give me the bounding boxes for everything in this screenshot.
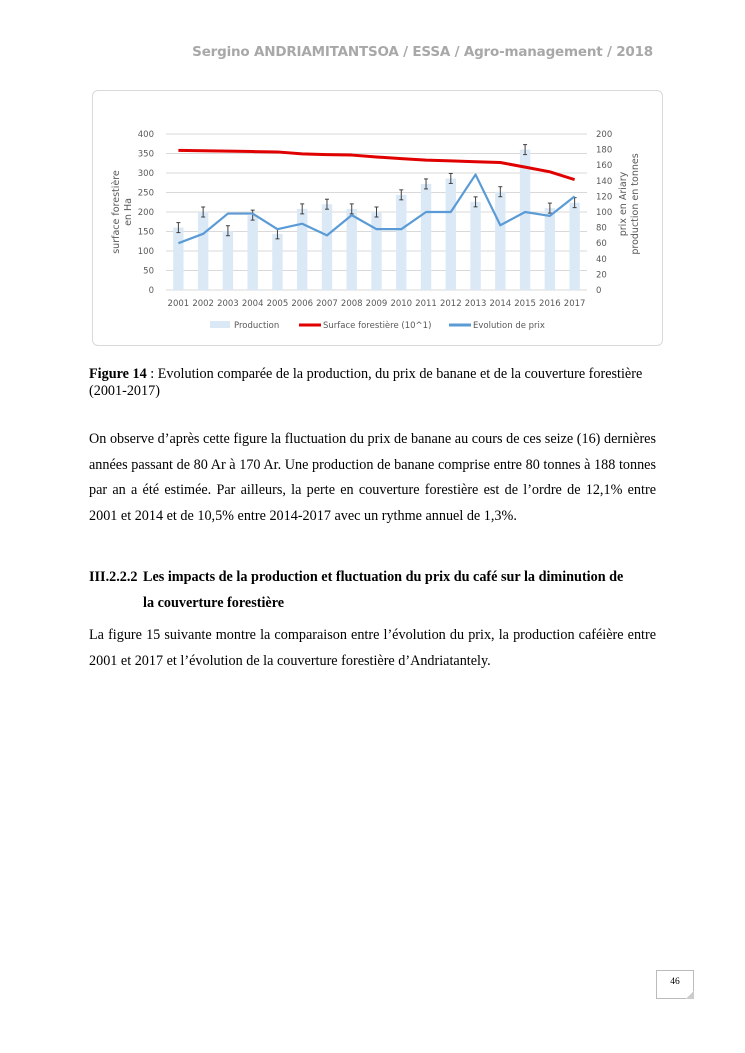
bar-production — [421, 184, 431, 290]
bar-production — [198, 212, 208, 290]
x-tick-label: 2012 — [439, 299, 462, 309]
x-tick-label: 2010 — [390, 299, 413, 309]
x-tick-label: 2015 — [514, 299, 536, 309]
x-tick-label: 2017 — [563, 299, 586, 309]
section-number: III.2.2.2 — [89, 569, 138, 585]
right-tick-label: 20 — [596, 270, 607, 281]
bar-production — [520, 150, 530, 290]
section-heading — [89, 565, 659, 616]
right-tick-label: 40 — [596, 254, 607, 265]
right-tick-label: 200 — [596, 130, 613, 140]
section-title-line2: la couverture forestière — [143, 594, 285, 611]
left-tick-label: 0 — [148, 286, 154, 296]
left-tick-label: 150 — [137, 227, 154, 238]
paragraph-banana: On observe d’après cette figure la fluctuation du prix de banane au cours de ces seize (16) dernières années passant de 80 Ar à 170 Ar. Une production de banane comprise entre 80 tonnes à 188 tonnes par an a été estimée. Par ailleurs, la perte en couverture forestière est de l’ordre de 12,1% entre 2001 et 2014 et de 10,5% entre 2014-2017 avec un rythme annuel de 1,3%. — [89, 431, 656, 524]
paragraph-coffee: La figure 15 suivante montre la comparaison entre l’évolution du prix, la production caféière entre 2001 et 2017 et l’évolution de la couverture forestière d’Andriatantely. — [89, 627, 656, 669]
line-surface-forestiere — [178, 150, 574, 179]
bar-production — [371, 212, 381, 290]
right-tick-label: 180 — [596, 145, 613, 156]
left-tick-label: 350 — [137, 149, 154, 160]
bar-production — [446, 178, 456, 290]
right-axis-label: prix en Ariary — [618, 171, 629, 237]
x-tick-label: 2006 — [291, 299, 314, 309]
bar-production — [297, 209, 307, 290]
right-tick-label: 160 — [596, 161, 613, 172]
x-tick-label: 2005 — [266, 299, 289, 309]
figure-caption — [89, 366, 659, 400]
left-axis-label: en Ha — [123, 198, 134, 226]
bar-production — [495, 192, 505, 290]
bar-production — [569, 203, 579, 290]
left-tick-label: 300 — [137, 169, 154, 179]
left-tick-label: 50 — [143, 266, 154, 277]
caption-label: Figure 14 — [89, 366, 147, 382]
x-tick-label: 2016 — [539, 299, 561, 309]
bar-production — [247, 215, 257, 290]
left-axis-label: surface forestière — [111, 170, 122, 254]
bar-production — [223, 231, 233, 290]
bar-production — [272, 234, 282, 290]
x-tick-label: 2002 — [192, 299, 214, 309]
x-tick-label: 2001 — [167, 299, 190, 309]
bar-production — [347, 209, 357, 290]
left-tick-label: 200 — [137, 208, 154, 218]
x-tick-label: 2014 — [489, 299, 512, 309]
legend-label: Surface forestière (10^1) — [323, 321, 432, 331]
section-title-line1: Les impacts de la production et fluctuation du prix du café sur la diminution de — [143, 569, 624, 585]
figure-14-chart — [92, 90, 663, 346]
running-header: Sergino ANDRIAMITANTSOA / ESSA / Agro-management / 2018 — [192, 44, 653, 60]
legend-label: Production — [234, 321, 280, 331]
x-tick-label: 2004 — [241, 299, 264, 309]
caption-text: : Evolution comparée de la production, du prix de banane et de la couverture forestière (2001-2017) — [89, 366, 643, 399]
left-tick-label: 400 — [137, 130, 154, 140]
right-tick-label: 80 — [596, 223, 607, 234]
x-tick-label: 2007 — [316, 299, 338, 309]
x-tick-label: 2011 — [415, 299, 437, 309]
right-tick-label: 140 — [596, 176, 613, 187]
legend-swatch-production — [210, 321, 230, 328]
chart-svg — [93, 91, 662, 345]
x-tick-label: 2013 — [464, 299, 487, 309]
x-tick-label: 2003 — [217, 299, 239, 309]
right-tick-label: 100 — [596, 208, 613, 218]
bar-production — [545, 208, 555, 290]
right-tick-label: 120 — [596, 192, 613, 203]
right-tick-label: 0 — [596, 286, 602, 296]
x-tick-label: 2008 — [340, 299, 363, 309]
bar-production — [470, 202, 480, 290]
bar-production — [322, 204, 332, 290]
right-tick-label: 60 — [596, 239, 607, 250]
legend-label: Evolution de prix — [473, 321, 545, 331]
left-tick-label: 250 — [137, 188, 154, 199]
left-tick-label: 100 — [137, 247, 154, 257]
bar-production — [173, 228, 183, 290]
page-number: 46 — [656, 970, 694, 999]
x-tick-label: 2009 — [365, 299, 388, 309]
right-axis-label: production en tonnes — [630, 153, 641, 255]
bar-production — [396, 195, 406, 290]
